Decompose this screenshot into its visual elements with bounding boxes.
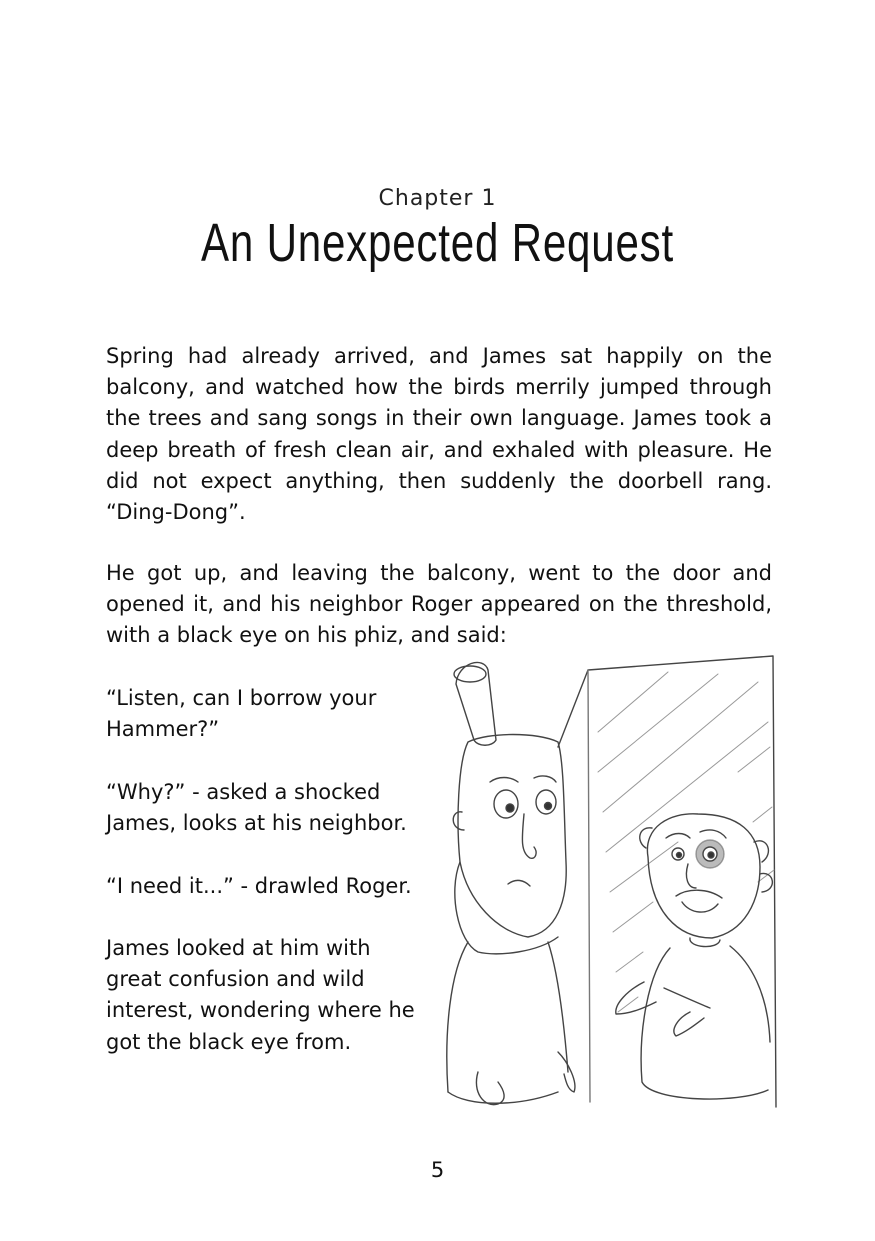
chapter-title: An Unexpected Request [201,213,674,273]
sketch-two-men-at-doorway-icon [438,652,784,1112]
dialogue-why: “Why?” - asked a shocked James, looks at his neighbor. [106,780,407,836]
paragraph-2: He got up, and leaving the balcony, went to the door and opened it, and his neighbor Roger appeared on the threshold, with a black eye on his phiz, and said: [106,561,772,648]
page-number: 5 [430,1158,445,1182]
dialogue-confusion: James looked at him with great confusion and wild interest, wondering where he got the black eye from. [106,936,415,1054]
dialogue-borrow-hammer: “Listen, can I borrow your Hammer?” [106,686,377,742]
chapter-label: Chapter 1 [378,186,497,211]
paragraph-1: Spring had already arrived, and James sat happily on the balcony, and watched how the birds merrily jumped through the trees and sang songs in their own language. James took a deep breath of fresh clean air, and exhaled with pleasure. He did not expect anything, then suddenly the doorbell rang. “Ding-Dong”. [106,344,772,525]
dialogue-need-it: “I need it...” - drawled Roger. [106,874,412,898]
